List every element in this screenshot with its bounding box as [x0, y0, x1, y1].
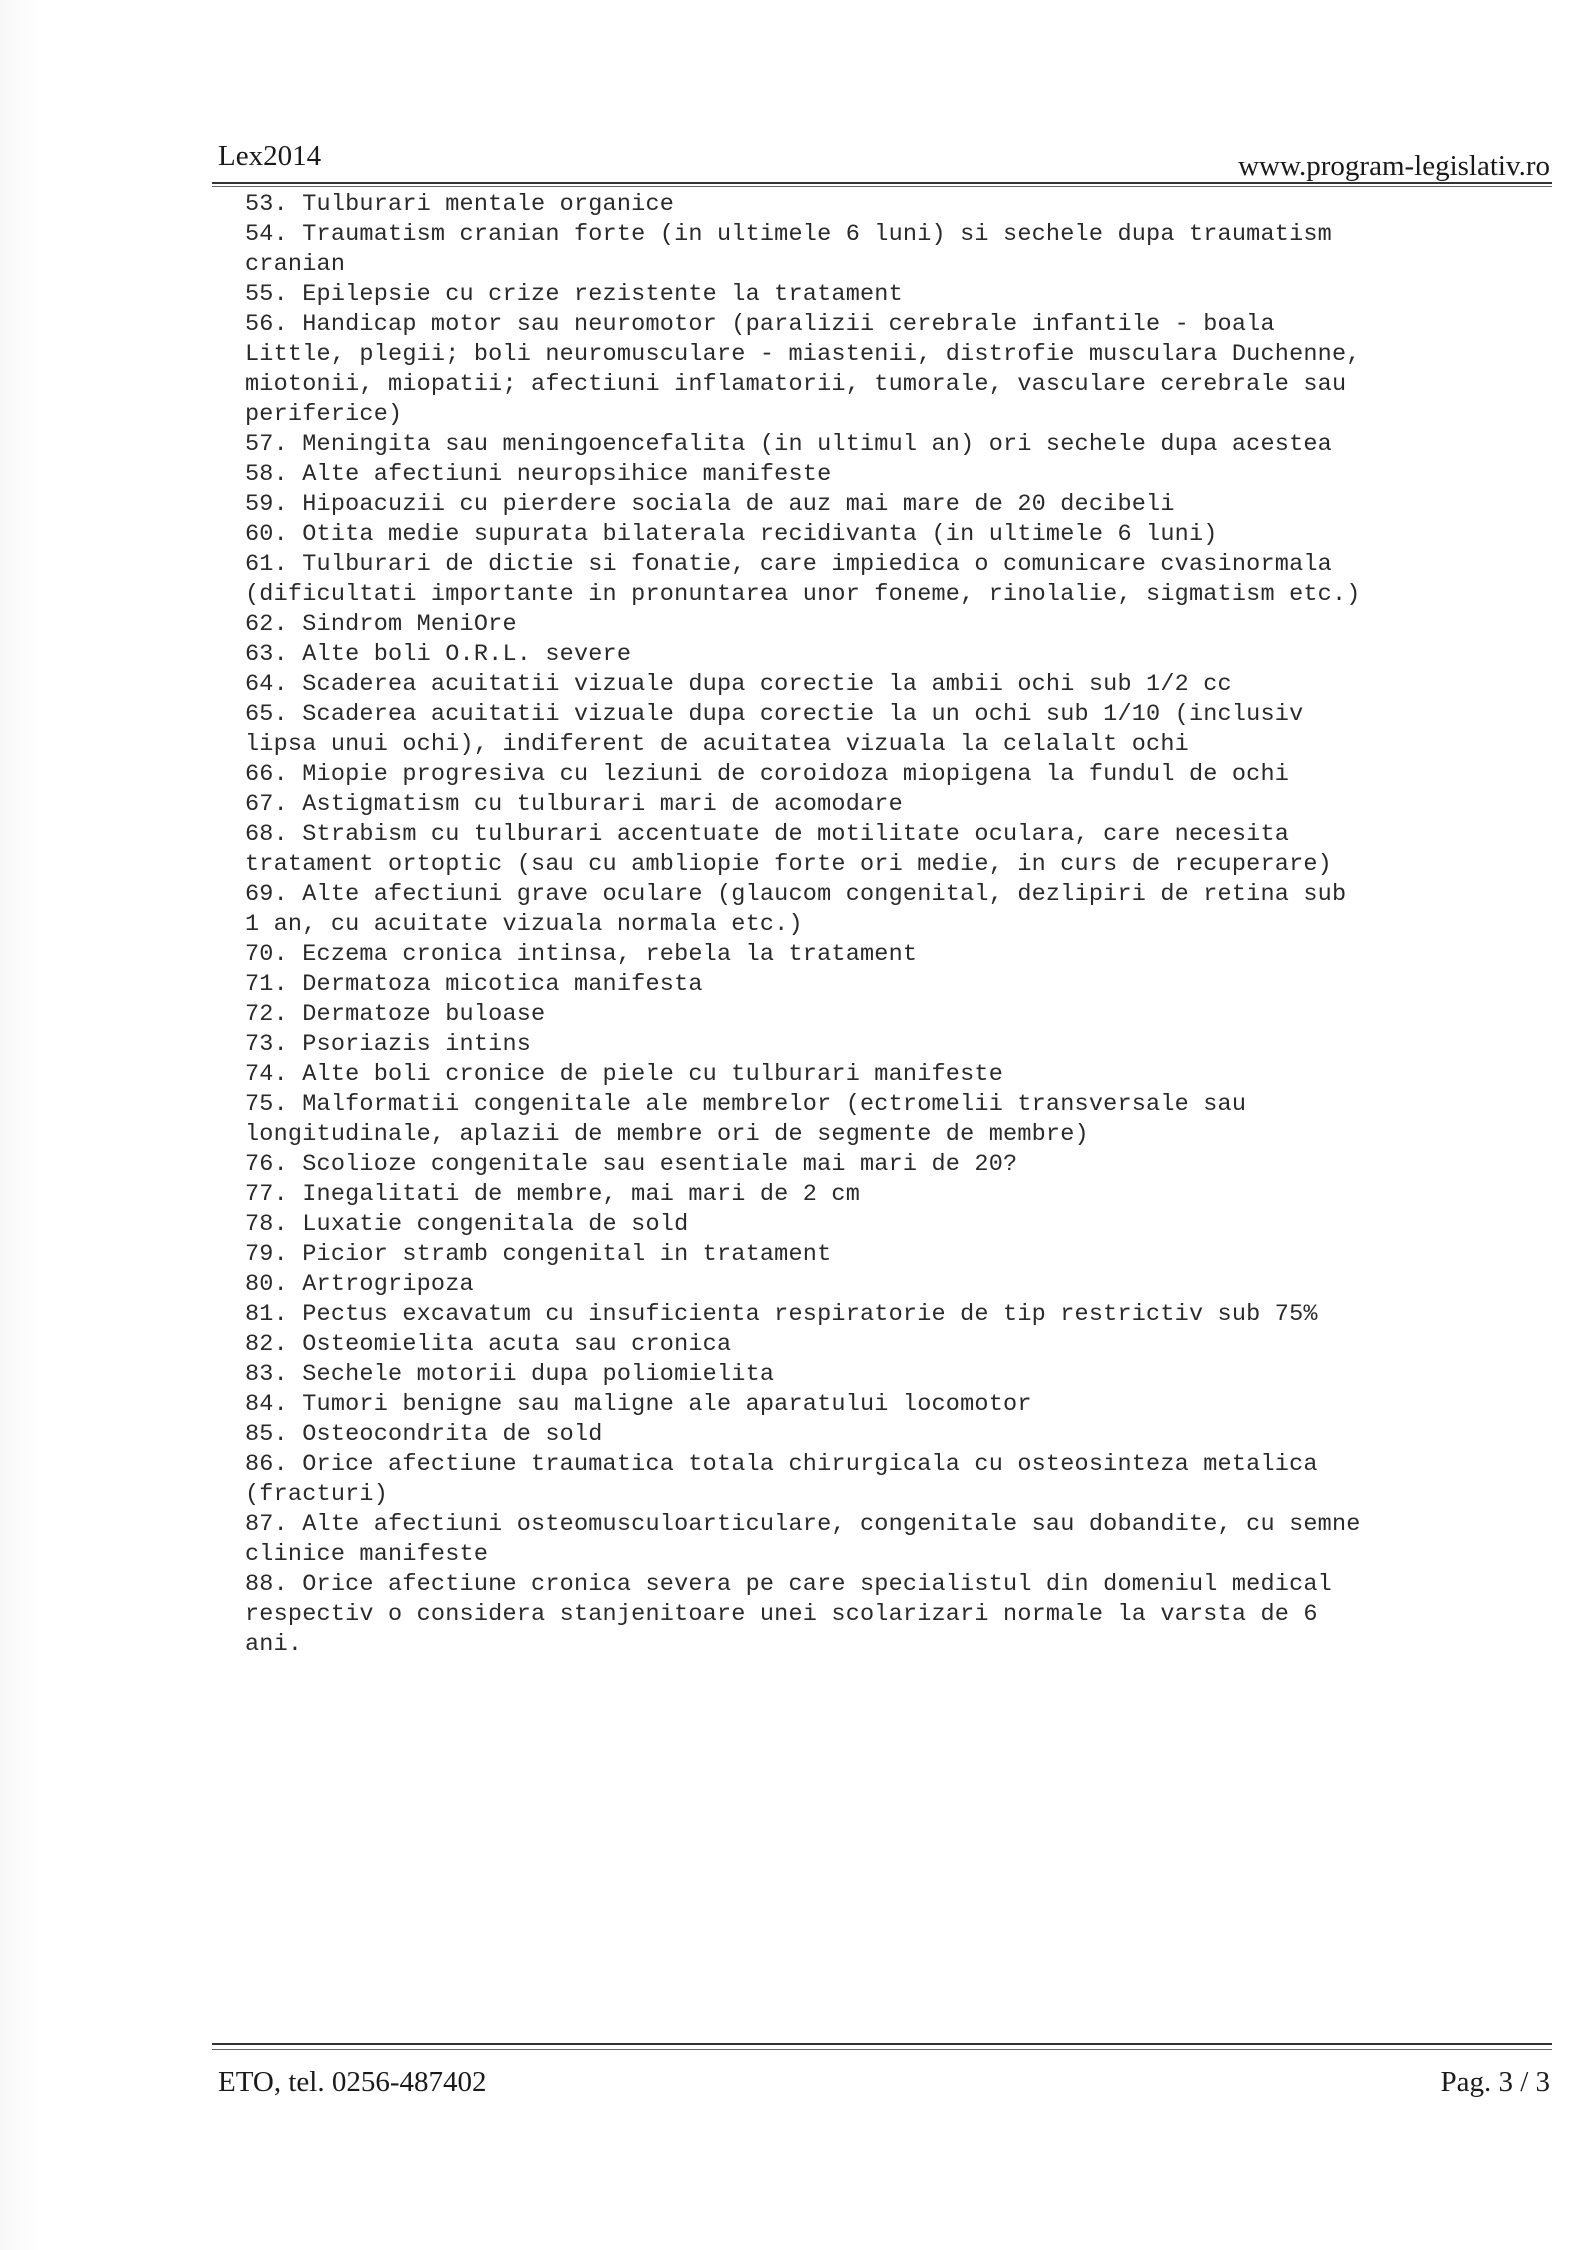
list-item: 67. Astigmatism cu tulburari mari de acomodare: [245, 791, 903, 818]
list-item: 56. Handicap motor sau neuromotor (paralizii cerebrale infantile - boala Little, plegii; boli neuromusculare - miastenii, distrofie musculara Duchenne, miotonii, miopatii; afectiuni inflamatorii, tumorale, vasculare cerebrale sau periferice): [245, 311, 1361, 428]
footer-divider-secondary: [212, 2049, 1552, 2050]
list-item: 87. Alte afectiuni osteomusculoarticulare, congenitale sau dobandite, cu semne clinice manifeste: [245, 1511, 1361, 1568]
footer-divider: [212, 2043, 1552, 2045]
footer-contact: ETO, tel. 0256-487402: [218, 2066, 487, 2098]
list-item: 68. Strabism cu tulburari accentuate de motilitate oculara, care necesita tratament ortoptic (sau cu ambliopie forte ori medie, in curs de recuperare): [245, 821, 1332, 878]
list-item: 60. Otita medie supurata bilaterala recidivanta (in ultimele 6 luni): [245, 521, 1218, 548]
list-item: 80. Artrogripoza: [245, 1271, 474, 1298]
list-item: 63. Alte boli O.R.L. severe: [245, 641, 632, 668]
list-item: 54. Traumatism cranian forte (in ultimele 6 luni) si sechele dupa traumatism cranian: [245, 221, 1332, 278]
list-item: 85. Osteocondrita de sold: [245, 1421, 603, 1448]
list-item: 70. Eczema cronica intinsa, rebela la tratament: [245, 941, 918, 968]
list-item: 78. Luxatie congenitala de sold: [245, 1211, 689, 1238]
list-item: 59. Hipoacuzii cu pierdere sociala de auz mai mare de 20 decibeli: [245, 491, 1175, 518]
list-item: 64. Scaderea acuitatii vizuale dupa corectie la ambii ochi sub 1/2 cc: [245, 671, 1232, 698]
list-item: 88. Orice afectiune cronica severa pe care specialistul din domeniul medical respectiv o considera stanjenitoare unei scolarizari normale la varsta de 6 ani.: [245, 1571, 1332, 1658]
list-item: 65. Scaderea acuitatii vizuale dupa corectie la un ochi sub 1/10 (inclusiv lipsa unui ochi), indiferent de acuitatea vizuala la celalalt ochi: [245, 701, 1304, 758]
list-item: 84. Tumori benigne sau maligne ale aparatului locomotor: [245, 1391, 1032, 1418]
list-item: 76. Scolioze congenitale sau esentiale mai mari de 20?: [245, 1151, 1018, 1178]
list-item: 83. Sechele motorii dupa poliomielita: [245, 1361, 775, 1388]
header-divider: [212, 182, 1552, 184]
page-footer: [218, 2066, 1550, 2106]
list-item: 72. Dermatoze buloase: [245, 1001, 546, 1028]
list-item: 55. Epilepsie cu crize rezistente la tratament: [245, 281, 903, 308]
list-item: 69. Alte afectiuni grave oculare (glaucom congenital, dezlipiri de retina sub 1 an, cu acuitate vizuala normala etc.): [245, 881, 1347, 938]
header-source: Lex2014: [218, 140, 322, 172]
list-item: 66. Miopie progresiva cu leziuni de coroidoza miopigena la fundul de ochi: [245, 761, 1290, 788]
list-item: 77. Inegalitati de membre, mai mari de 2 cm: [245, 1181, 860, 1208]
document-body: [245, 190, 1545, 1660]
list-item: 75. Malformatii congenitale ale membrelor (ectromelii transversale sau longitudinale, aplazii de membre ori de segmente de membre): [245, 1091, 1247, 1148]
scan-edge-shadow: [0, 0, 40, 2250]
list-item: 71. Dermatoza micotica manifesta: [245, 971, 703, 998]
page-number: Pag. 3 / 3: [1440, 2066, 1550, 2098]
list-item: 79. Picior stramb congenital in tratament: [245, 1241, 832, 1268]
list-item: 57. Meningita sau meningoencefalita (in ultimul an) ori sechele dupa acestea: [245, 431, 1332, 458]
list-item: 73. Psoriazis intins: [245, 1031, 532, 1058]
list-item: 61. Tulburari de dictie si fonatie, care impiedica o comunicare cvasinormala (dificultati importante in pronuntarea unor foneme, rinolalie, sigmatism etc.): [245, 551, 1361, 608]
list-item: 62. Sindrom MeniOre: [245, 611, 517, 638]
header-divider-secondary: [212, 186, 1552, 187]
list-item: 86. Orice afectiune traumatica totala chirurgicala cu osteosinteza metalica (fracturi): [245, 1451, 1318, 1508]
page-header: [218, 140, 1550, 184]
list-item: 58. Alte afectiuni neuropsihice manifeste: [245, 461, 832, 488]
list-item: 74. Alte boli cronice de piele cu tulburari manifeste: [245, 1061, 1004, 1088]
list-item: 82. Osteomielita acuta sau cronica: [245, 1331, 732, 1358]
list-item: 81. Pectus excavatum cu insuficienta respiratorie de tip restrictiv sub 75%: [245, 1301, 1318, 1328]
header-website: www.program-legislativ.ro: [1238, 150, 1550, 182]
list-item: 53. Tulburari mentale organice: [245, 191, 675, 218]
